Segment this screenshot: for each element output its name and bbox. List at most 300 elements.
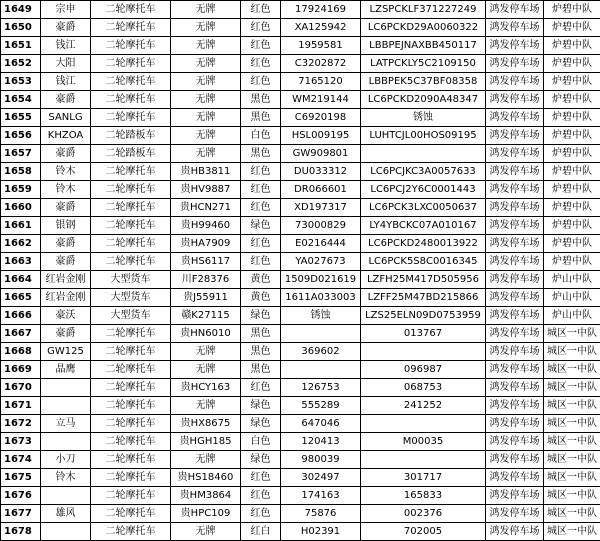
plate-cell: 贵HCY163	[171, 379, 241, 397]
plate-cell: 贵HCN271	[171, 199, 241, 217]
color-cell: 红色	[241, 235, 281, 253]
parking-lot-cell: 鸿发停车场	[486, 289, 544, 307]
table-row	[1, 415, 600, 433]
vin-cell: LC6PCJKC3A0057633	[361, 163, 486, 181]
parking-lot-cell: 鸿发停车场	[486, 1, 544, 19]
brand-cell: 小刀	[41, 451, 91, 469]
engine-number-cell: DR066601	[281, 181, 361, 199]
parking-lot-cell: 鸿发停车场	[486, 271, 544, 289]
squad-cell: 炉碧中队	[544, 55, 600, 73]
color-cell: 红色	[241, 73, 281, 91]
vin-cell: 702005	[361, 523, 486, 541]
brand-cell	[41, 523, 91, 541]
row-number-cell: 1675	[1, 469, 41, 487]
color-cell: 绿色	[241, 397, 281, 415]
vehicle-type-cell: 二轮踏板车	[91, 127, 171, 145]
squad-cell: 炉碧中队	[544, 163, 600, 181]
engine-number-cell: GW909801	[281, 145, 361, 163]
plate-cell: 无牌	[171, 451, 241, 469]
table-row	[1, 523, 600, 541]
parking-lot-cell: 鸿发停车场	[486, 217, 544, 235]
vehicle-type-cell: 二轮摩托车	[91, 235, 171, 253]
vin-cell	[361, 415, 486, 433]
table-row	[1, 127, 600, 145]
table-row	[1, 397, 600, 415]
parking-lot-cell: 鸿发停车场	[486, 451, 544, 469]
squad-cell: 城区一中队	[544, 343, 600, 361]
row-number-cell: 1654	[1, 91, 41, 109]
row-number-cell: 1651	[1, 37, 41, 55]
row-number-cell: 1674	[1, 451, 41, 469]
squad-cell: 炉山中队	[544, 289, 600, 307]
vin-cell	[361, 343, 486, 361]
parking-lot-cell: 鸿发停车场	[486, 523, 544, 541]
vehicle-type-cell: 二轮摩托车	[91, 19, 171, 37]
vin-cell	[361, 451, 486, 469]
vin-cell: 002376	[361, 505, 486, 523]
brand-cell: 铃木	[41, 163, 91, 181]
brand-cell: 银钢	[41, 217, 91, 235]
brand-cell: 宗申	[41, 1, 91, 19]
brand-cell: 立马	[41, 415, 91, 433]
row-number-cell: 1657	[1, 145, 41, 163]
row-number-cell: 1662	[1, 235, 41, 253]
vin-cell: LUHTCJL00HOS09195	[361, 127, 486, 145]
engine-number-cell: 17924169	[281, 1, 361, 19]
row-number-cell: 1669	[1, 361, 41, 379]
brand-cell: 钱江	[41, 37, 91, 55]
parking-lot-cell: 鸿发停车场	[486, 127, 544, 145]
squad-cell: 城区一中队	[544, 379, 600, 397]
vin-cell: LC6PCJ2Y6C0001443	[361, 181, 486, 199]
squad-cell: 城区一中队	[544, 433, 600, 451]
plate-cell: 贵HGH185	[171, 433, 241, 451]
parking-lot-cell: 鸿发停车场	[486, 253, 544, 271]
parking-lot-cell: 鸿发停车场	[486, 145, 544, 163]
row-number-cell: 1676	[1, 487, 41, 505]
vehicle-type-cell: 二轮摩托车	[91, 451, 171, 469]
parking-lot-cell: 鸿发停车场	[486, 379, 544, 397]
squad-cell: 城区一中队	[544, 397, 600, 415]
vehicle-type-cell: 二轮摩托车	[91, 487, 171, 505]
vin-cell: LZSPCKLF371227249	[361, 1, 486, 19]
vin-cell: LBBPEK5C37BF08358	[361, 73, 486, 91]
engine-number-cell: 369602	[281, 343, 361, 361]
brand-cell: 豪爵	[41, 235, 91, 253]
vehicle-type-cell: 二轮摩托车	[91, 433, 171, 451]
row-number-cell: 1677	[1, 505, 41, 523]
parking-lot-cell: 鸿发停车场	[486, 91, 544, 109]
table-row	[1, 289, 600, 307]
brand-cell: SANLG	[41, 109, 91, 127]
table-row	[1, 91, 600, 109]
color-cell: 红色	[241, 505, 281, 523]
row-number-cell: 1650	[1, 19, 41, 37]
vehicle-type-cell: 二轮摩托车	[91, 55, 171, 73]
engine-number-cell	[281, 325, 361, 343]
engine-number-cell: WM219144	[281, 91, 361, 109]
engine-number-cell: E0216444	[281, 235, 361, 253]
table-row	[1, 181, 600, 199]
parking-lot-cell: 鸿发停车场	[486, 37, 544, 55]
squad-cell: 城区一中队	[544, 451, 600, 469]
vin-cell: LZFF25M47BD215866	[361, 289, 486, 307]
brand-cell: 豪沃	[41, 307, 91, 325]
color-cell: 绿色	[241, 451, 281, 469]
table-row	[1, 343, 600, 361]
squad-cell: 炉碧中队	[544, 73, 600, 91]
plate-cell: 无牌	[171, 397, 241, 415]
engine-number-cell: 302497	[281, 469, 361, 487]
plate-cell: 贵HM3864	[171, 487, 241, 505]
table-row	[1, 307, 600, 325]
plate-cell: 无牌	[171, 91, 241, 109]
color-cell: 红色	[241, 379, 281, 397]
plate-cell: 川F28376	[171, 271, 241, 289]
table-row	[1, 217, 600, 235]
vehicle-type-cell: 大型货车	[91, 307, 171, 325]
vehicle-type-cell: 二轮摩托车	[91, 469, 171, 487]
brand-cell	[41, 487, 91, 505]
color-cell: 黑色	[241, 343, 281, 361]
vehicle-type-cell: 二轮摩托车	[91, 109, 171, 127]
engine-number-cell: 1959581	[281, 37, 361, 55]
vin-cell: 165833	[361, 487, 486, 505]
table-row	[1, 109, 600, 127]
plate-cell: 贵HV9887	[171, 181, 241, 199]
plate-cell: 贵HB3811	[171, 163, 241, 181]
parking-lot-cell: 鸿发停车场	[486, 505, 544, 523]
brand-cell	[41, 379, 91, 397]
row-number-cell: 1668	[1, 343, 41, 361]
plate-cell: 无牌	[171, 361, 241, 379]
squad-cell: 城区一中队	[544, 361, 600, 379]
color-cell: 红色	[241, 163, 281, 181]
vehicle-type-cell: 二轮摩托车	[91, 217, 171, 235]
color-cell: 黄色	[241, 289, 281, 307]
row-number-cell: 1653	[1, 73, 41, 91]
parking-lot-cell: 鸿发停车场	[486, 397, 544, 415]
squad-cell: 炉碧中队	[544, 37, 600, 55]
parking-lot-cell: 鸿发停车场	[486, 163, 544, 181]
vin-cell: LC6PCK5S8C0016345	[361, 253, 486, 271]
row-number-cell: 1678	[1, 523, 41, 541]
squad-cell: 炉碧中队	[544, 19, 600, 37]
vehicle-type-cell: 二轮摩托车	[91, 325, 171, 343]
brand-cell: 豪爵	[41, 253, 91, 271]
engine-number-cell: 锈蚀	[281, 307, 361, 325]
vin-cell: 锈蚀	[361, 109, 486, 127]
engine-number-cell: C6920198	[281, 109, 361, 127]
vehicle-type-cell: 大型货车	[91, 289, 171, 307]
parking-lot-cell: 鸿发停车场	[486, 19, 544, 37]
squad-cell: 炉碧中队	[544, 253, 600, 271]
plate-cell: 无牌	[171, 343, 241, 361]
brand-cell: 雄风	[41, 505, 91, 523]
vehicle-type-cell: 二轮摩托车	[91, 73, 171, 91]
engine-number-cell: YA027673	[281, 253, 361, 271]
plate-cell: 贵HN6010	[171, 325, 241, 343]
color-cell: 黑色	[241, 109, 281, 127]
vin-cell: LZS25ELN09D0753959	[361, 307, 486, 325]
row-number-cell: 1661	[1, 217, 41, 235]
vehicle-type-cell: 二轮摩托车	[91, 199, 171, 217]
engine-number-cell: XD197317	[281, 199, 361, 217]
plate-cell: 贵HPC109	[171, 505, 241, 523]
plate-cell: 赣K27115	[171, 307, 241, 325]
row-number-cell: 1658	[1, 163, 41, 181]
vin-cell: 013767	[361, 325, 486, 343]
row-number-cell: 1659	[1, 181, 41, 199]
color-cell: 红色	[241, 487, 281, 505]
vin-cell: LC6PCKD2090A48347	[361, 91, 486, 109]
color-cell: 红白	[241, 523, 281, 541]
vehicle-type-cell: 二轮摩托车	[91, 379, 171, 397]
table-row	[1, 487, 600, 505]
vehicle-type-cell: 二轮摩托车	[91, 343, 171, 361]
color-cell: 红色	[241, 19, 281, 37]
vehicle-type-cell: 二轮摩托车	[91, 181, 171, 199]
vehicle-type-cell: 二轮摩托车	[91, 37, 171, 55]
row-number-cell: 1663	[1, 253, 41, 271]
parking-lot-cell: 鸿发停车场	[486, 433, 544, 451]
plate-cell: 贵HS18460	[171, 469, 241, 487]
color-cell: 绿色	[241, 415, 281, 433]
vin-cell	[361, 145, 486, 163]
brand-cell: 铃木	[41, 181, 91, 199]
brand-cell: 红岩金刚	[41, 289, 91, 307]
parking-lot-cell: 鸿发停车场	[486, 361, 544, 379]
engine-number-cell: DU033312	[281, 163, 361, 181]
vin-cell: LC6PCKD2480013922	[361, 235, 486, 253]
plate-cell: 贵HX8675	[171, 415, 241, 433]
brand-cell: KHZOA	[41, 127, 91, 145]
vin-cell: 301717	[361, 469, 486, 487]
vin-cell: LZFH25M417D505956	[361, 271, 486, 289]
plate-cell: 无牌	[171, 109, 241, 127]
vehicle-type-cell: 二轮摩托车	[91, 415, 171, 433]
squad-cell: 炉碧中队	[544, 109, 600, 127]
table-row	[1, 505, 600, 523]
table-row	[1, 325, 600, 343]
engine-number-cell: 555289	[281, 397, 361, 415]
parking-lot-cell: 鸿发停车场	[486, 109, 544, 127]
brand-cell: 红岩金刚	[41, 271, 91, 289]
brand-cell	[41, 433, 91, 451]
table-row	[1, 361, 600, 379]
row-number-cell: 1673	[1, 433, 41, 451]
engine-number-cell: XA125942	[281, 19, 361, 37]
table-body	[1, 1, 600, 541]
vin-cell: LBBPEJNAXBB450117	[361, 37, 486, 55]
parking-lot-cell: 鸿发停车场	[486, 181, 544, 199]
plate-cell: 贵HA7909	[171, 235, 241, 253]
color-cell: 黑色	[241, 91, 281, 109]
row-number-cell: 1656	[1, 127, 41, 145]
plate-cell: 无牌	[171, 127, 241, 145]
brand-cell: 豪爵	[41, 199, 91, 217]
plate-cell: 无牌	[171, 55, 241, 73]
brand-cell: 豪爵	[41, 19, 91, 37]
color-cell: 黑色	[241, 325, 281, 343]
vin-cell: LY4YBCKC07A010167	[361, 217, 486, 235]
color-cell: 白色	[241, 433, 281, 451]
squad-cell: 炉碧中队	[544, 145, 600, 163]
brand-cell: 晶鹰	[41, 361, 91, 379]
row-number-cell: 1655	[1, 109, 41, 127]
vin-cell: LC6PCK3LXC0050637	[361, 199, 486, 217]
engine-number-cell: 75876	[281, 505, 361, 523]
color-cell: 红色	[241, 1, 281, 19]
table-row	[1, 37, 600, 55]
table-row	[1, 253, 600, 271]
row-number-cell: 1672	[1, 415, 41, 433]
brand-cell	[41, 397, 91, 415]
vin-cell: LATPCKLY5C2109150	[361, 55, 486, 73]
vin-cell: 241252	[361, 397, 486, 415]
parking-lot-cell: 鸿发停车场	[486, 325, 544, 343]
parking-lot-cell: 鸿发停车场	[486, 235, 544, 253]
table-row	[1, 55, 600, 73]
squad-cell: 炉碧中队	[544, 235, 600, 253]
color-cell: 红色	[241, 469, 281, 487]
vehicle-type-cell: 二轮摩托车	[91, 91, 171, 109]
color-cell: 白色	[241, 127, 281, 145]
brand-cell: 豪爵	[41, 91, 91, 109]
row-number-cell: 1649	[1, 1, 41, 19]
vin-cell: 096987	[361, 361, 486, 379]
engine-number-cell: 980039	[281, 451, 361, 469]
vin-cell: LC6PCKD29A0060322	[361, 19, 486, 37]
row-number-cell: 1665	[1, 289, 41, 307]
squad-cell: 城区一中队	[544, 523, 600, 541]
parking-lot-cell: 鸿发停车场	[486, 415, 544, 433]
plate-cell: 贵HS6117	[171, 253, 241, 271]
engine-number-cell: HSL009195	[281, 127, 361, 145]
squad-cell: 城区一中队	[544, 505, 600, 523]
row-number-cell: 1670	[1, 379, 41, 397]
color-cell: 绿色	[241, 307, 281, 325]
color-cell: 红色	[241, 37, 281, 55]
color-cell: 绿色	[241, 217, 281, 235]
engine-number-cell: C3202872	[281, 55, 361, 73]
engine-number-cell: 126753	[281, 379, 361, 397]
color-cell: 红色	[241, 253, 281, 271]
engine-number-cell: H02391	[281, 523, 361, 541]
parking-lot-cell: 鸿发停车场	[486, 343, 544, 361]
table-row	[1, 433, 600, 451]
squad-cell: 城区一中队	[544, 469, 600, 487]
squad-cell: 炉山中队	[544, 271, 600, 289]
color-cell: 黄色	[241, 271, 281, 289]
parking-lot-cell: 鸿发停车场	[486, 307, 544, 325]
plate-cell: 无牌	[171, 73, 241, 91]
row-number-cell: 1652	[1, 55, 41, 73]
table-row	[1, 199, 600, 217]
color-cell: 黑色	[241, 361, 281, 379]
plate-cell: 无牌	[171, 145, 241, 163]
vehicle-type-cell: 大型货车	[91, 271, 171, 289]
plate-cell: 无牌	[171, 1, 241, 19]
engine-number-cell	[281, 361, 361, 379]
squad-cell: 城区一中队	[544, 487, 600, 505]
table-row	[1, 235, 600, 253]
engine-number-cell: 120413	[281, 433, 361, 451]
table-row	[1, 19, 600, 37]
vehicle-type-cell: 二轮摩托车	[91, 163, 171, 181]
plate-cell: 贵J55911	[171, 289, 241, 307]
vehicle-type-cell: 二轮摩托车	[91, 505, 171, 523]
squad-cell: 炉碧中队	[544, 181, 600, 199]
squad-cell: 炉碧中队	[544, 217, 600, 235]
engine-number-cell: 7165120	[281, 73, 361, 91]
squad-cell: 炉碧中队	[544, 1, 600, 19]
vehicle-type-cell: 二轮踏板车	[91, 145, 171, 163]
table-row	[1, 163, 600, 181]
parking-lot-cell: 鸿发停车场	[486, 469, 544, 487]
vehicle-type-cell: 二轮摩托车	[91, 523, 171, 541]
table-row	[1, 451, 600, 469]
brand-cell: 钱江	[41, 73, 91, 91]
row-number-cell: 1660	[1, 199, 41, 217]
table-row	[1, 73, 600, 91]
row-number-cell: 1666	[1, 307, 41, 325]
engine-number-cell: 174163	[281, 487, 361, 505]
color-cell: 红色	[241, 199, 281, 217]
brand-cell: GW125	[41, 343, 91, 361]
plate-cell: 无牌	[171, 19, 241, 37]
brand-cell: 豪爵	[41, 325, 91, 343]
table-row	[1, 379, 600, 397]
vehicle-type-cell: 二轮摩托车	[91, 253, 171, 271]
row-number-cell: 1671	[1, 397, 41, 415]
plate-cell: 无牌	[171, 523, 241, 541]
row-number-cell: 1664	[1, 271, 41, 289]
plate-cell: 贵H99460	[171, 217, 241, 235]
engine-number-cell: 647046	[281, 415, 361, 433]
brand-cell: 豪爵	[41, 145, 91, 163]
brand-cell: 大阳	[41, 55, 91, 73]
parking-lot-cell: 鸿发停车场	[486, 55, 544, 73]
row-number-cell: 1667	[1, 325, 41, 343]
table-row	[1, 271, 600, 289]
squad-cell: 城区一中队	[544, 325, 600, 343]
vehicle-type-cell: 二轮摩托车	[91, 397, 171, 415]
squad-cell: 炉碧中队	[544, 127, 600, 145]
color-cell: 红色	[241, 55, 281, 73]
table-row	[1, 1, 600, 19]
squad-cell: 炉碧中队	[544, 199, 600, 217]
color-cell: 黑色	[241, 145, 281, 163]
brand-cell: 铃木	[41, 469, 91, 487]
plate-cell: 无牌	[171, 37, 241, 55]
table-row	[1, 145, 600, 163]
squad-cell: 炉碧中队	[544, 91, 600, 109]
vin-cell: M00035	[361, 433, 486, 451]
vehicle-type-cell: 二轮摩托车	[91, 1, 171, 19]
engine-number-cell: 1509D021619	[281, 271, 361, 289]
squad-cell: 炉山中队	[544, 307, 600, 325]
parking-lot-cell: 鸿发停车场	[486, 487, 544, 505]
engine-number-cell: 1611A033003	[281, 289, 361, 307]
vin-cell: 068753	[361, 379, 486, 397]
color-cell: 红色	[241, 181, 281, 199]
squad-cell: 城区一中队	[544, 415, 600, 433]
parking-lot-cell: 鸿发停车场	[486, 73, 544, 91]
vehicle-type-cell: 二轮摩托车	[91, 361, 171, 379]
parking-lot-cell: 鸿发停车场	[486, 199, 544, 217]
engine-number-cell: 73000829	[281, 217, 361, 235]
